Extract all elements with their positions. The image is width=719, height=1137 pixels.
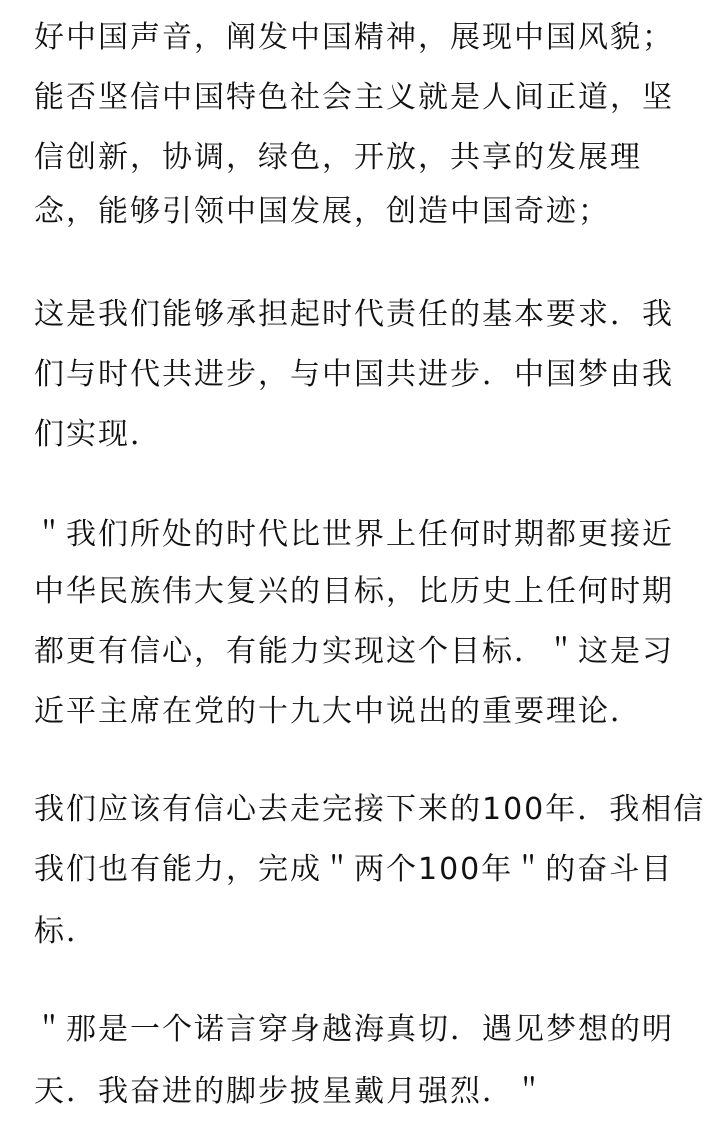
text-line: 标． xyxy=(34,914,98,949)
text-line: 中华民族伟大复兴的目标，比历史上任何时期 xyxy=(34,574,674,609)
text-line: 们与时代共进步，与中国共进步．中国梦由我 xyxy=(34,357,674,392)
text-line: ＂那是一个诺言穿身越海真切．遇见梦想的明 xyxy=(34,1012,674,1047)
text-line: 我们也有能力，完成＂两个100年＂的奋斗目 xyxy=(34,852,674,887)
text-line: 能否坚信中国特色社会主义就是人间正道，坚 xyxy=(34,80,674,115)
text-line: 念，能够引领中国发展，创造中国奇迹； xyxy=(34,194,610,229)
text-line: 都更有信心，有能力实现这个目标．＂这是习 xyxy=(34,634,674,669)
text-line: 我们应该有信心去走完接下来的100年．我相信 xyxy=(34,792,706,827)
text-line: 这是我们能够承担起时代责任的基本要求．我 xyxy=(34,297,674,332)
text-line: 们实现． xyxy=(34,417,162,452)
text-line: 信创新，协调，绿色，开放，共享的发展理 xyxy=(34,140,642,175)
text-line: 天．我奋进的脚步披星戴月强烈．＂ xyxy=(34,1074,546,1109)
text-line: 好中国声音，阐发中国精神，展现中国风貌； xyxy=(34,20,674,55)
text-line: ＂我们所处的时代比世界上任何时期都更接近 xyxy=(34,517,674,552)
text-line: 近平主席在党的十九大中说出的重要理论． xyxy=(34,694,642,729)
